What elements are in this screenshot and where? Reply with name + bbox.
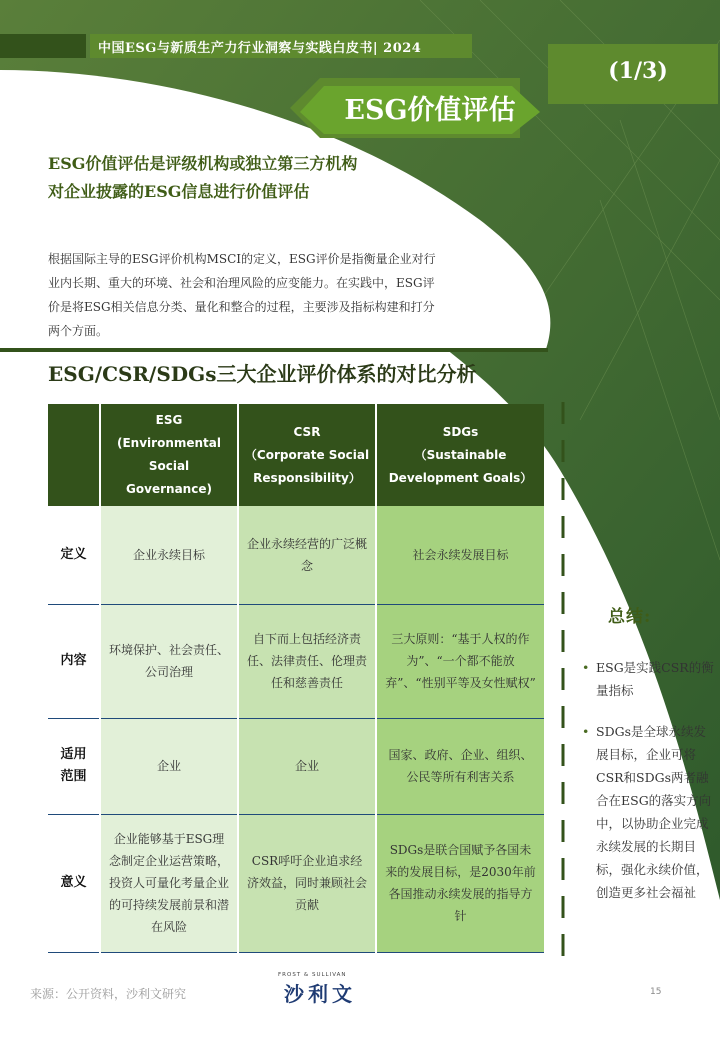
table-header-row <box>48 404 544 506</box>
column-full-name: (Environmental Social Governance) <box>117 436 221 496</box>
column-full-name: （Sustainable Development Goals） <box>388 447 533 485</box>
column-header-esg <box>100 404 238 506</box>
table-cell: 企业 <box>238 718 376 814</box>
table-row <box>48 604 544 718</box>
table-cell: 企业永续经营的广泛概念 <box>238 506 376 604</box>
column-header-sdgs <box>376 404 544 506</box>
bullet-icon: • <box>582 660 590 675</box>
table-row <box>48 506 544 604</box>
summary-item <box>582 720 714 904</box>
column-abbr: SDGs <box>442 424 479 439</box>
company-logo: 沙利文 <box>284 982 356 1006</box>
comparison-table <box>48 404 544 953</box>
table-cell: 企业能够基于ESG理念制定企业运营策略，投资人可量化考量企业的可持续发展前景和潜在风险 <box>100 814 238 952</box>
section-title: ESG价值评估 <box>344 95 516 126</box>
table-corner-cell <box>48 404 100 506</box>
column-abbr: ESG <box>155 413 183 427</box>
table-row <box>48 718 544 814</box>
summary-list <box>582 656 714 922</box>
page-number: 15 <box>650 987 662 997</box>
bullet-icon: • <box>582 724 590 739</box>
report-title: 中国ESG与新质生产力行业洞察与实践白皮书| 2024 <box>98 41 422 56</box>
table-title: ESG/CSR/SDGs三大企业评价体系的对比分析 <box>48 362 477 386</box>
table-row <box>48 814 544 952</box>
summary-title: 总结: <box>608 607 652 627</box>
table-cell: 环境保护、社会责任、公司治理 <box>100 604 238 718</box>
table-cell: CSR呼吁企业追求经济效益，同时兼顾社会贡献 <box>238 814 376 952</box>
table-cell: 企业永续目标 <box>100 506 238 604</box>
table-cell: 自下而上包括经济责任、法律责任、伦理责任和慈善责任 <box>238 604 376 718</box>
table-cell: 三大原则：“基于人权的作为”、“一个都不能放弃”、“性别平等及女性赋权” <box>376 604 544 718</box>
summary-item-text: SDGs是全球永续发展目标，企业可将CSR和SDGs两者融合在ESG的落实方向中，以协助企业完成永续发展的长期目标，强化永续价值，创造更多社会福祉 <box>596 724 712 900</box>
intro-headline: ESG价值评估是评级机构或独立第三方机构对企业披露的ESG信息进行价值评估 <box>48 154 358 201</box>
column-header-csr <box>238 404 376 506</box>
column-abbr: CSR <box>293 424 321 439</box>
intro-paragraph: 根据国际主导的ESG评价机构MSCI的定义，ESG评价是指衡量企业对行业内长期、重大的环境、社会和治理风险的应变能力。在实践中，ESG评价是将ESG相关信息分类、量化和整合的过程，主要涉及指标构建和打分两个方面。 <box>48 252 436 338</box>
table-cell: 社会永续发展目标 <box>376 506 544 604</box>
summary-item-text: ESG是实践CSR的衡量指标 <box>596 660 714 698</box>
table-cell: 国家、政府、企业、组织、公民等所有利害关系 <box>376 718 544 814</box>
column-full-name: （Corporate Social Responsibility） <box>244 447 370 485</box>
row-label-significance: 意义 <box>48 814 100 952</box>
source-note: 来源：公开资料，沙利文研究 <box>30 987 187 1001</box>
row-label-definition: 定义 <box>48 506 100 604</box>
summary-item <box>582 656 714 702</box>
table-cell: 企业 <box>100 718 238 814</box>
row-label-content: 内容 <box>48 604 100 718</box>
row-label-scope: 适用范围 <box>48 718 100 814</box>
table-cell: SDGs是联合国赋予各国未来的发展目标，是2030年前各国推动永续发展的指导方针 <box>376 814 544 952</box>
page-indicator: (1/3) <box>608 58 668 84</box>
logo-subtitle: FROST & SULLIVAN <box>278 972 347 978</box>
